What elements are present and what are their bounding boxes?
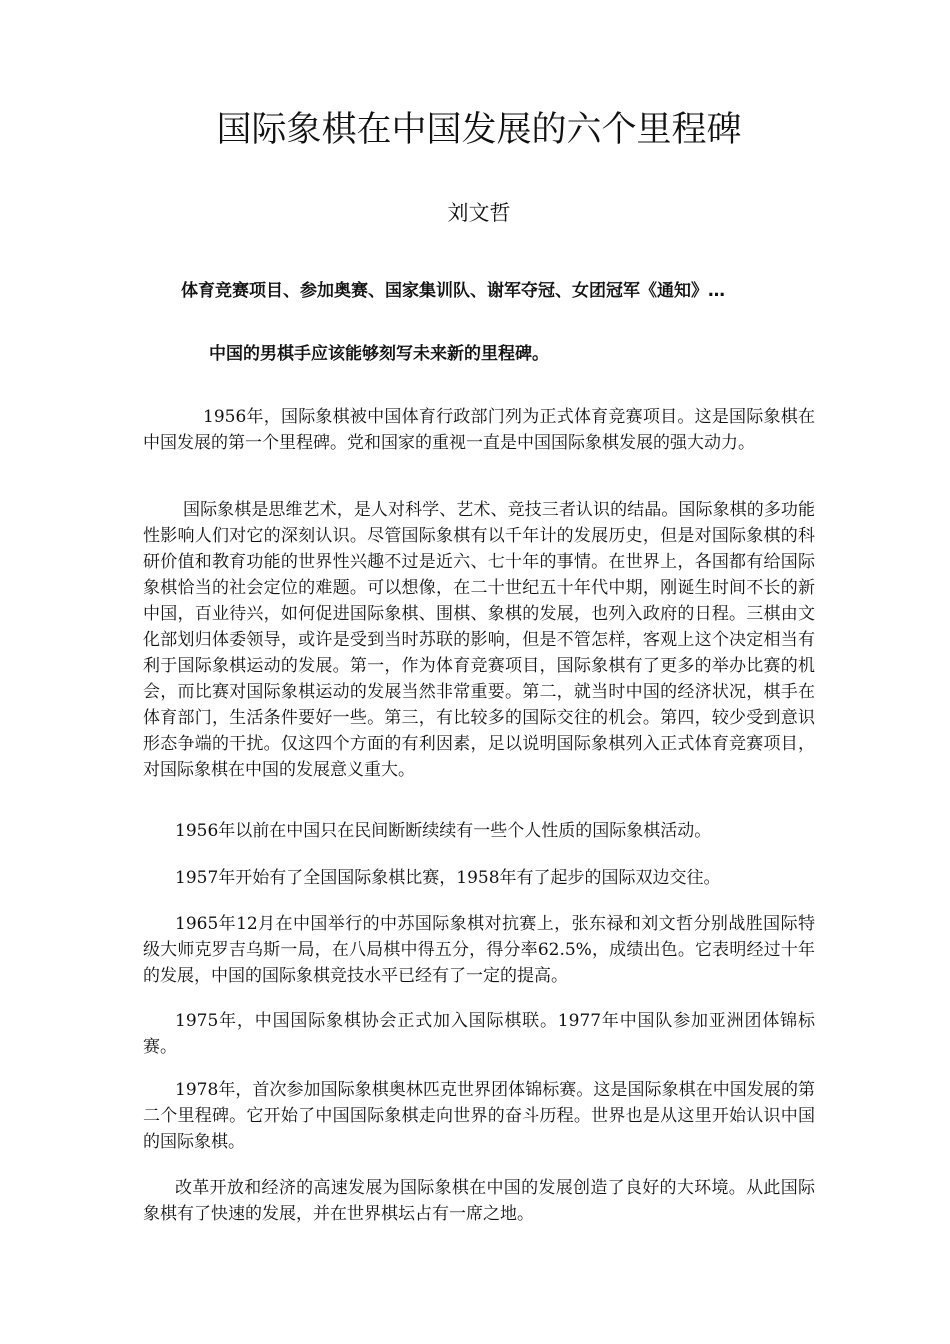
paragraph-7: 1978年，首次参加国际象棋奥林匹克世界团体锦标赛。这是国际象棋在中国发展的第二个里程碑。它开始了中国国际象棋走向世界的奋斗历程。世界也是从这里开始认识中国的国际象棋。	[143, 1080, 815, 1152]
subtitle-future: 中国的男棋手应该能够刻写未来新的里程碑。	[209, 344, 549, 364]
paragraph-8: 改革开放和经济的高速发展为国际象棋在中国的发展创造了良好的大环境。从此国际象棋有了快速的发展，并在世界棋坛占有一席之地。	[143, 1178, 815, 1224]
paragraph-1: 1956年，国际象棋被中国体育行政部门列为正式体育竞赛项目。这是国际象棋在中国发展的第一个里程碑。党和国家的重视一直是中国国际象棋发展的强大动力。	[143, 407, 815, 453]
paragraph-6: 1975年，中国国际象棋协会正式加入国际棋联。1977年中国队参加亚洲团体锦标赛。	[143, 1011, 815, 1057]
paragraph-3: 1956年以前在中国只在民间断断续续有一些个人性质的国际象棋活动。	[175, 821, 712, 841]
paragraph-2: 国际象棋是思维艺术，是人对科学、艺术、竞技三者认识的结晶。国际象棋的多功能性影响人们对它的深刻认识。尽管国际象棋有以千年计的发展历史，但是对国际象棋的科研价值和教育功能的世界性兴趣不过是近六、七十年的事情。在世界上，各国都有给国际象棋恰当的社会定位的难题。可以想像，在二十世纪五十年代中期，刚诞生时间不长的新中国，百业待兴，如何促进国际象棋、围棋、象棋的发展，也列入政府的日程。三棋由文化部划归体委领导，或许是受到当时苏联的影响，但是不管怎样，客观上这个决定相当有利于国际象棋运动的发展。第一，作为体育竞赛项目，国际象棋有了更多的举办比赛的机会，而比赛对国际象棋运动的发展当然非常重要。第二，就当时中国的经济状况，棋手在体育部门，生活条件要好一些。第三，有比较多的国际交往的机会。第四，较少受到意识形态争端的干扰。仅这四个方面的有利因素，足以说明国际象棋列入正式体育竞赛项目，对国际象棋在中国的发展意义重大。	[143, 500, 815, 780]
paragraph-5: 1965年12月在中国举行的中苏国际象棋对抗赛上，张东禄和刘文哲分别战胜国际特级大师克罗吉乌斯一局，在八局棋中得五分，得分率62.5%，成绩出色。它表明经过十年的发展，中国的国际象棋竞技水平已经有了一定的提高。	[143, 914, 815, 986]
subtitle-milestones: 体育竞赛项目、参加奥赛、国家集训队、谢军夺冠、女团冠军《通知》…	[181, 281, 725, 301]
document-title: 国际象棋在中国发展的六个里程碑	[216, 110, 742, 150]
author-name: 刘文哲	[447, 201, 511, 225]
paragraph-4: 1957年开始有了全国国际象棋比赛，1958年有了起步的国际双边交往。	[175, 868, 721, 888]
